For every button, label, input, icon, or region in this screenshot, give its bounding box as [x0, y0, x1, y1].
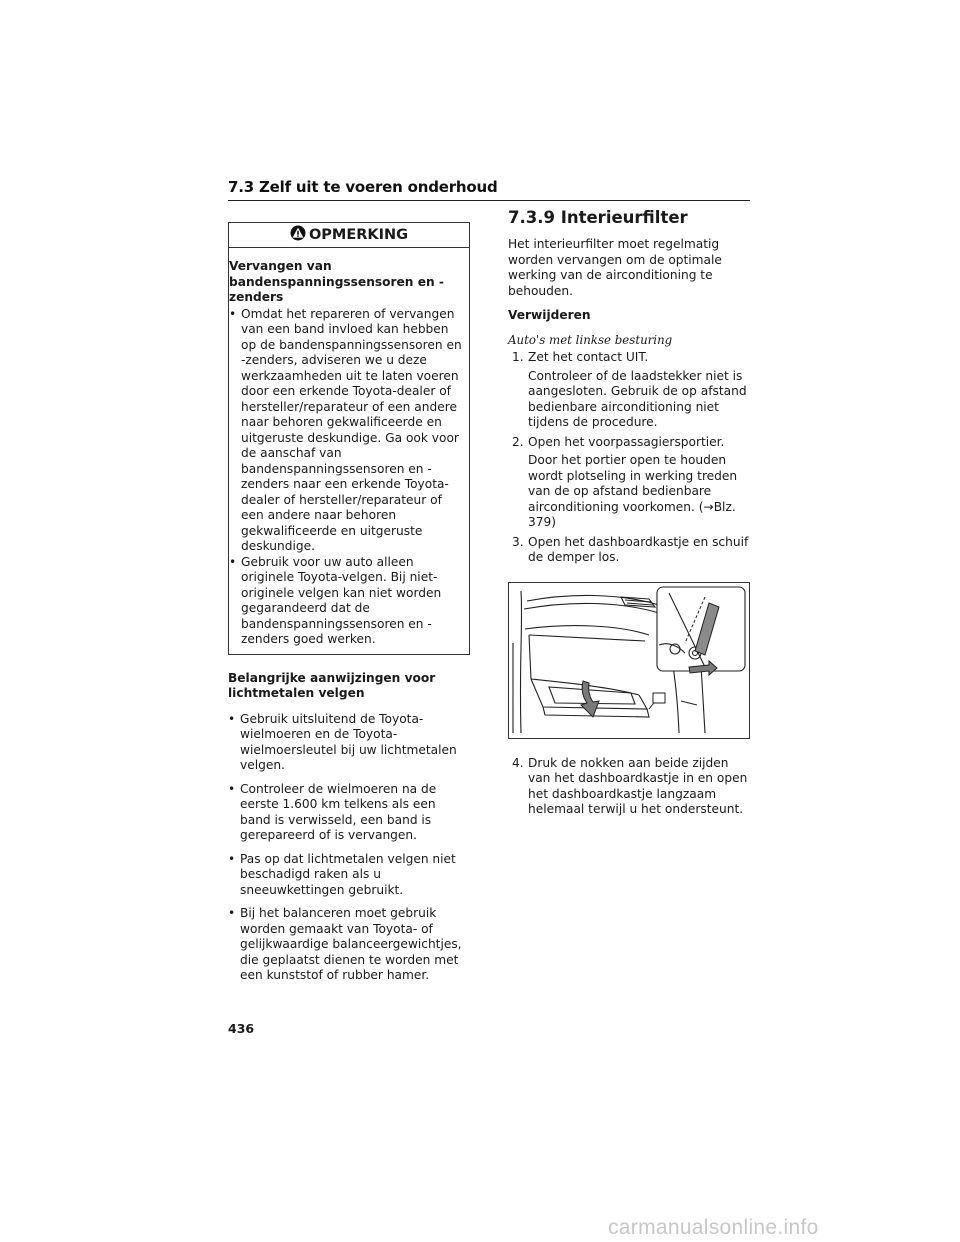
list-item: • Controleer de wielmoeren na de eerste 1.600 km telkens als een band is verwisseld, een band is gerepareerd of is vervangen. — [228, 781, 437, 842]
glovebox-illustration — [508, 582, 750, 739]
warning-icon — [290, 225, 306, 241]
notice-bullet: • Gebruik voor uw auto alleen originele Toyota-velgen. Bij niet-originele velgen kan niet worden gegarandeerd dat de bandenspanningssensoren en -zenders goed werken. — [229, 554, 442, 646]
step-item: 4. Druk de nokken aan beide zijden van het dashboardkastje in en open het dashboardkastje langzaam helemaal terwijl u het ondersteunt. — [512, 755, 748, 816]
notice-header — [229, 223, 469, 248]
step-item: 1. Zet het contact UIT. — [512, 350, 649, 364]
watermark: carmanualsonline.info — [608, 1216, 819, 1239]
step-note: Controleer of de laadstekker niet is aangesloten. Gebruik de op afstand bedienbare airconditioning niet tijdens de procedure. — [528, 368, 747, 429]
step-item: 3. Open het dashboardkastje en schuif de demper los. — [512, 534, 749, 564]
notice-label: OPMERKING — [308, 227, 409, 243]
variant-label: Auto's met linkse besturing — [508, 332, 673, 347]
list-item: • Gebruik uitsluitend de Toyota-wielmoeren en de Toyota-wielmoersleutel bij uw lichtmetalen velgen. — [228, 711, 457, 772]
intro-text: Het interieurfilter moet regelmatig worden vervangen om de optimale werking van de airconditioning te behouden. — [508, 237, 722, 298]
subsection-title: 7.3.9 Interieurfilter — [508, 208, 688, 227]
right-column — [508, 208, 750, 821]
remove-heading: Verwijderen — [508, 308, 591, 322]
glovebox-drawing — [509, 583, 749, 738]
notice-box — [228, 222, 470, 655]
notice-title: Vervangen van bandenspanningssensoren en -zenders — [229, 259, 444, 304]
page-number: 436 — [228, 1021, 255, 1036]
list-item: • Bij het balanceren moet gebruik worden gemaakt van Toyota- of gelijkwaardige balanceergewichtjes, die geplaatst dienen te worden met een kunststof of rubber hamer. — [228, 906, 462, 982]
step-item: 2. Open het voorpassagiersportier. — [512, 434, 725, 449]
section-header — [228, 178, 750, 201]
section-title: 7.3 Zelf uit te voeren onderhoud — [228, 178, 498, 196]
left-column — [228, 222, 470, 992]
alloy-list — [228, 712, 470, 984]
step-note: Door het portier open te houden wordt plotseling in werking treden van de op afstand bedienbare airconditioning voorkomen. (→Blz. 379) — [528, 453, 738, 529]
alloy-heading: Belangrijke aanwijzingen voor lichtmetalen velgen — [228, 670, 436, 700]
list-item: • Pas op dat lichtmetalen velgen niet beschadigd raken als u sneeuwkettingen gebruikt. — [228, 851, 456, 897]
notice-bullet: • Omdat het repareren of vervangen van een band invloed kan hebben op de bandenspanningssensoren en -zenders, adviseren we u deze werkzaamheden uit te laten voeren door een erkende Toyota-dealer of hersteller/reparateur of een andere naar behoren gekwalificeerde en uitgeruste deskundige. Ga ook voor de aanschaf van bandenspanningssensoren en -zenders naar een erkende Toyota-dealer of hersteller/reparateur of een andere naar behoren gekwalificeerde en uitgeruste deskundige. — [229, 306, 462, 553]
